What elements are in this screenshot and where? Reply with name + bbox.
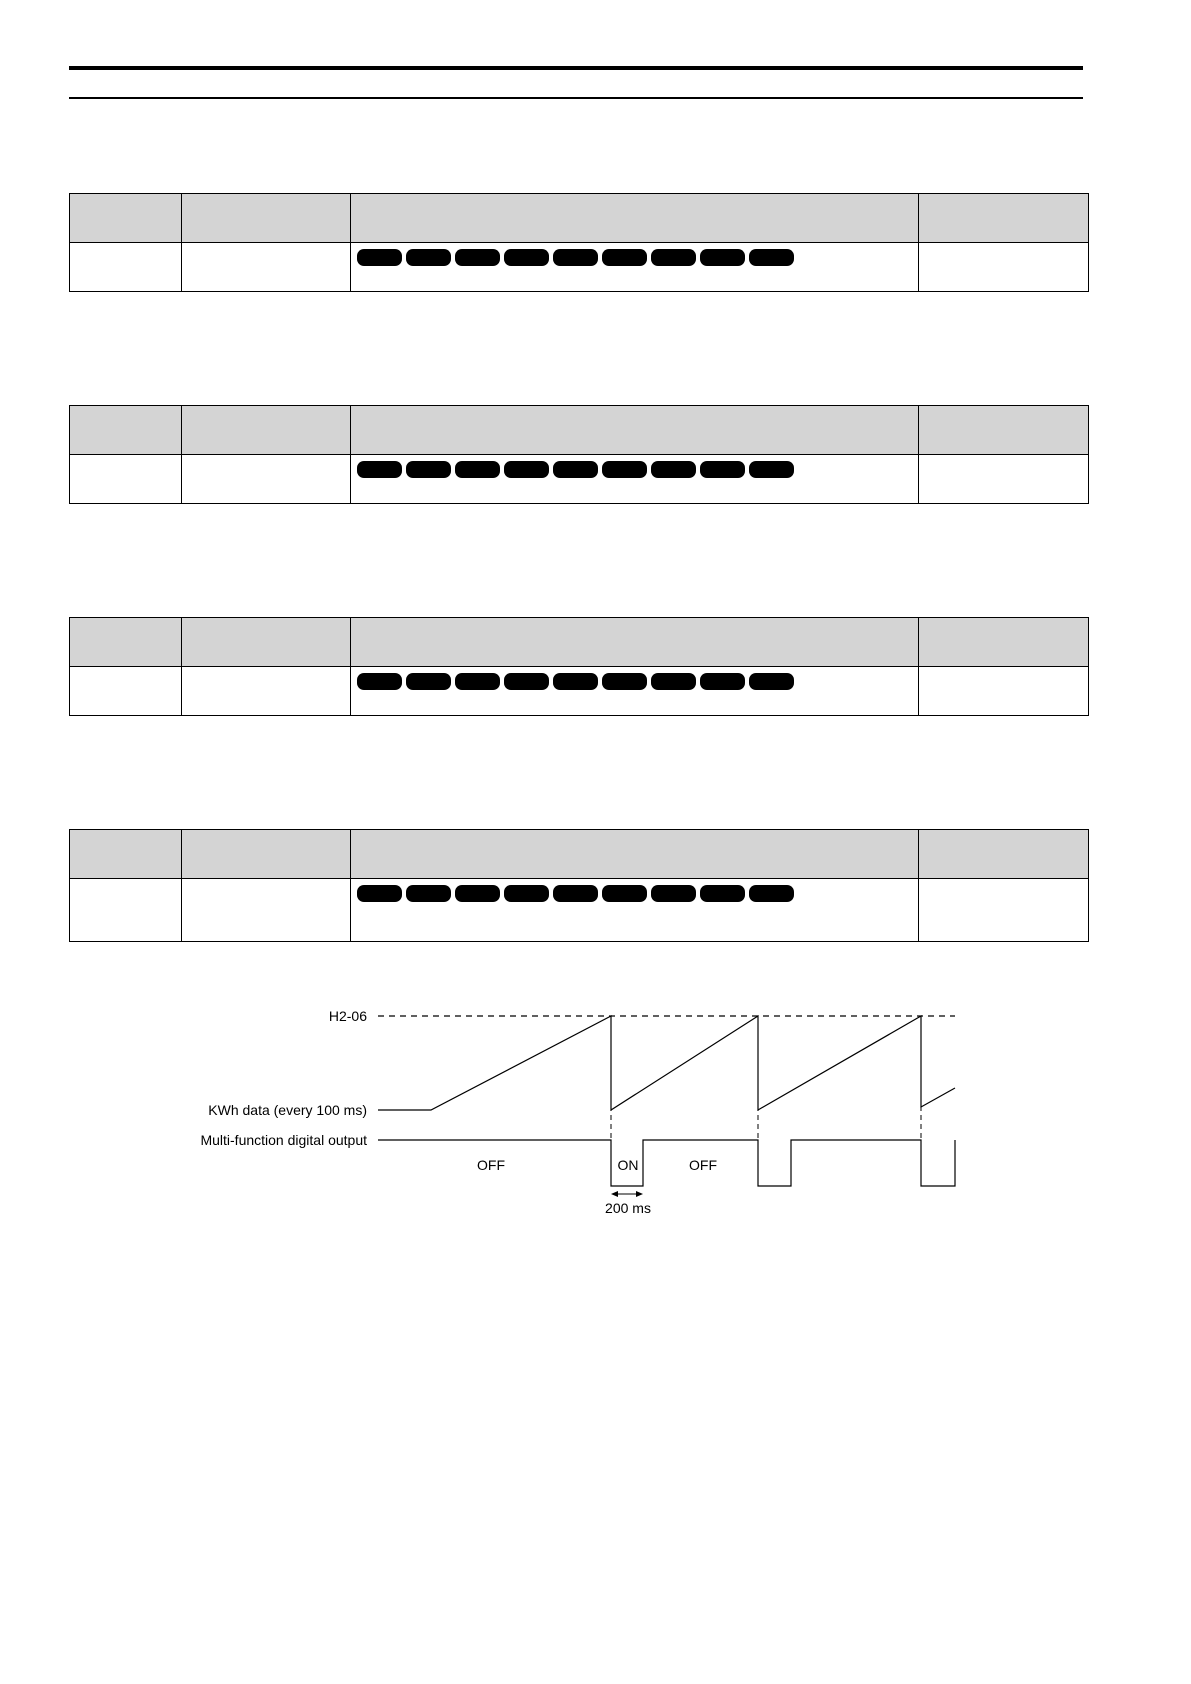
arrow-right-icon — [636, 1191, 643, 1197]
kwh-sawtooth-waveform — [378, 1016, 955, 1110]
pulse-width-label: 200 ms — [605, 1200, 651, 1216]
digital-output-waveform — [378, 1140, 955, 1186]
arrow-left-icon — [611, 1191, 618, 1197]
digital-output-label: Multi-function digital output — [200, 1132, 367, 1148]
kwh-data-label: KWh data (every 100 ms) — [208, 1102, 367, 1118]
off-state-label-2: OFF — [689, 1157, 717, 1173]
on-state-label: ON — [617, 1157, 639, 1173]
threshold-label: H2-06 — [328, 1008, 367, 1024]
off-state-label-1: OFF — [477, 1157, 505, 1173]
